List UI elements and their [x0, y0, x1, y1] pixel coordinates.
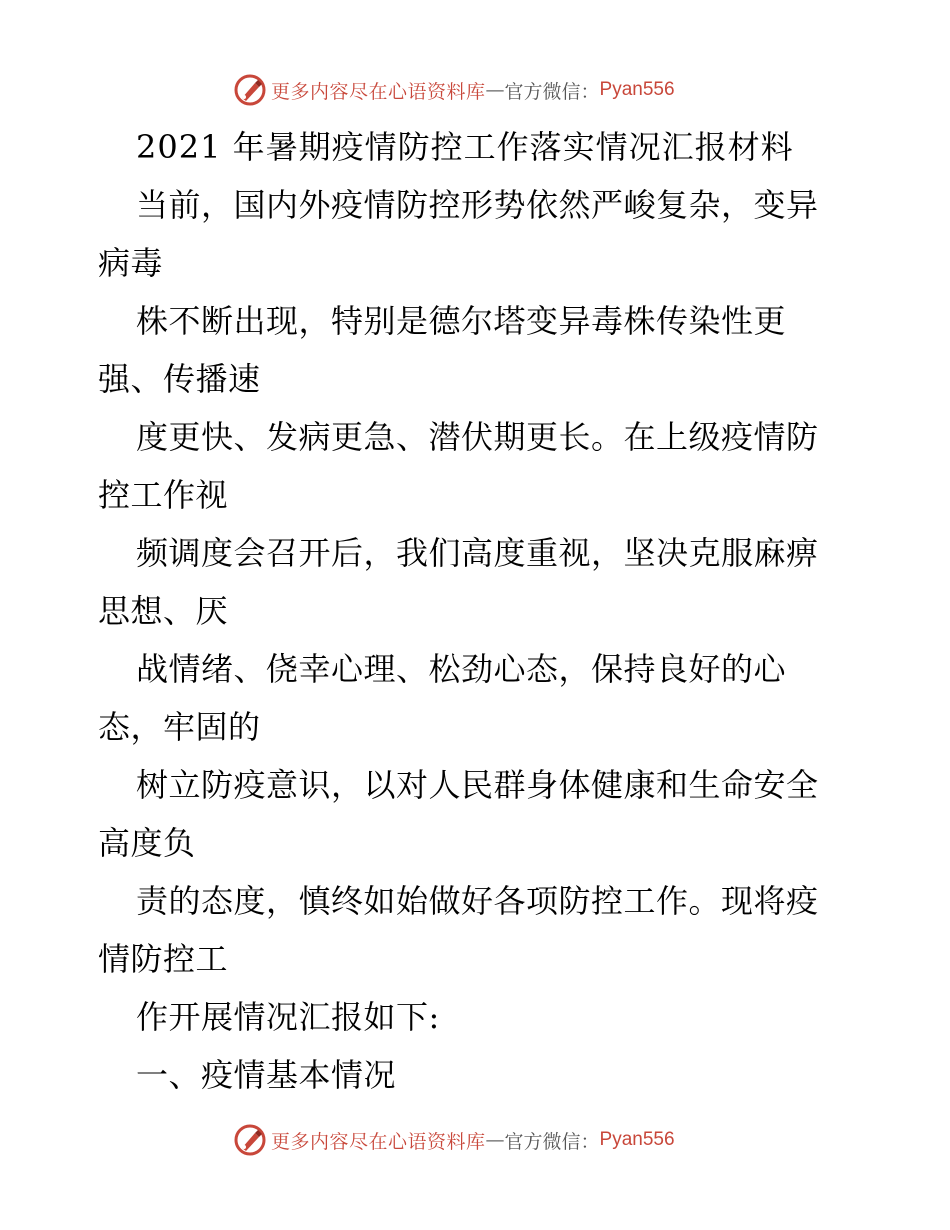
document-body [98, 118, 878, 1104]
paragraph-line: 战情绪、侥幸心理、松劲心态，保持良好的心 [136, 650, 787, 688]
paragraph-line: 责的态度，慎终如始做好各项防控工作。现将疫 [136, 882, 819, 920]
watermark-wechat-id: Pyan556 [599, 1129, 675, 1150]
watermark-separator: — [485, 1129, 505, 1151]
paragraph-line: 高度负 [98, 824, 196, 862]
paragraph-line: 树立防疫意识，以对人民群身体健康和生命安全 [136, 766, 819, 804]
section-heading: 一、疫情基本情况 [136, 1056, 397, 1094]
paragraph-line: 作开展情况汇报如下: [136, 998, 440, 1036]
watermark-wechat-label: 官方微信： [504, 1130, 600, 1153]
watermark-wechat-id: Pyan556 [599, 79, 675, 100]
pen-logo-icon [233, 73, 267, 107]
paragraph-line: 病毒 [98, 244, 164, 282]
watermark-text: 更多内容尽在心语资料库 [271, 80, 486, 103]
paragraph-line: 思想、厌 [98, 592, 229, 630]
paragraph-line: 情防控工 [98, 940, 229, 978]
paragraph-line: 株不断出现，特别是德尔塔变异毒株传染性更 [136, 302, 787, 340]
paragraph-line: 强、传播速 [98, 360, 261, 398]
paragraph-line: 态，牢固的 [98, 708, 261, 746]
document-title: 2021 年暑期疫情防控工作落实情况汇报材料 [136, 128, 794, 166]
watermark-separator: — [485, 79, 505, 101]
watermark-text: 更多内容尽在心语资料库 [271, 1130, 486, 1153]
pen-logo-icon [233, 1123, 267, 1157]
watermark-wechat-label: 官方微信： [504, 80, 600, 103]
paragraph-line: 控工作视 [98, 476, 229, 514]
paragraph-line: 频调度会召开后，我们高度重视，坚决克服麻痹 [136, 534, 819, 572]
header-watermark [233, 72, 675, 108]
paragraph-line: 当前，国内外疫情防控形势依然严峻复杂，变异 [136, 186, 819, 224]
footer-watermark [233, 1122, 675, 1158]
paragraph-line: 度更快、发病更急、潜伏期更长。在上级疫情防 [136, 418, 819, 456]
